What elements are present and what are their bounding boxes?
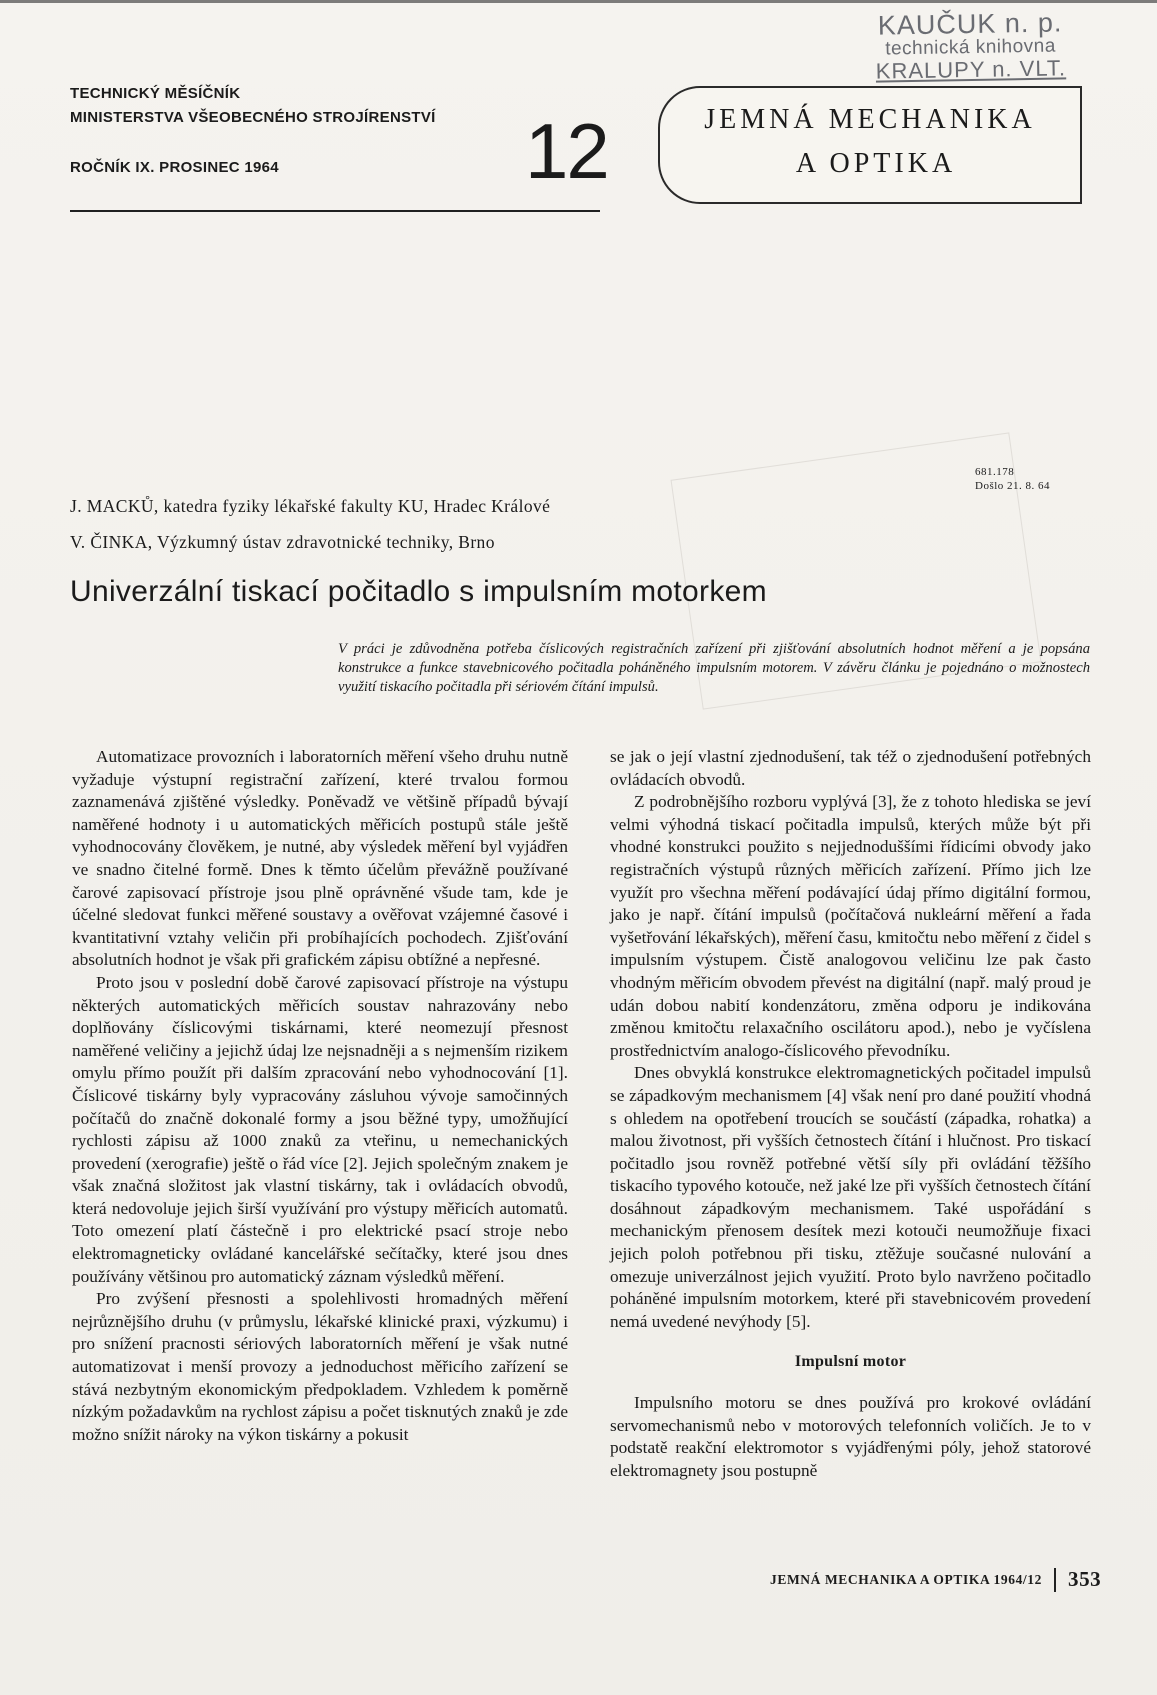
- classification-block: [975, 465, 1050, 493]
- page-number: 353: [1067, 1567, 1102, 1591]
- journal-title-box: [658, 86, 1082, 204]
- header-line-monthly: TECHNICKÝ MĚSÍČNÍK: [70, 85, 241, 102]
- section-heading: Impulsní motor: [794, 1353, 907, 1371]
- author-2: V. ČINKA, Výzkumný ústav zdravotnické techniky, Brno: [70, 532, 495, 552]
- stamp-line-1: KAUČUK n. p.: [877, 7, 1063, 41]
- header-line-volume: ROČNÍK IX. PROSINEC 1964: [70, 159, 279, 176]
- abstract: V práci je zdůvodněna potřeba číslicových registračních zařízení při zjišťování absolutních hodnot měření a je popsána konstrukce a funkce stavebnicového počitadla poháněného impulsním motorem. V závěru článku je pojednáno o možnostech využití tiskacího počitadla při sériovém čítání impulsů.: [338, 641, 1090, 695]
- right-column: [610, 746, 1091, 1482]
- paragraph: Automatizace provozních i laboratorních měření všeho druhu nutně vyžaduje výstupní registrační zařízení, které trvalou formou zaznamenává zjištěné výsledky. Poněvadž ve většině případů bývají naměřené hodnoty i u automatických měřicích postupů stále ještě vyhodnocovány člověkem, je nutné, aby výsledek měření byl vyjádřen ve snadno čitelné formě. Dnes k těmto účelům převážně používané čarové zapisovací přístroje jsou plně oprávněné všude tam, kde je účelné sledovat funkci měřené soustavy a ověřovat vzájemné časové i kvantitativní vztahy veličin při probíhajících pochodech. Zjišťování absolutních hodnot je však při grafickém zápisu obtížné a nepřesné.: [72, 747, 568, 970]
- footer-journal: JEMNÁ MECHANIKA A OPTIKA 1964/12: [770, 1571, 1042, 1587]
- publication-header: [70, 82, 520, 180]
- page-footer: [770, 1567, 1101, 1592]
- paragraph: Z podrobnějšího rozboru vyplývá [3], že z tohoto hlediska se jeví velmi výhodná tiskací počitadla impulsů, kterých může být při vhodné konstrukci použito s nejjednoduššími řídicími obvody jako registračních výstupů různých měřicích zařízení. Přímo jich lze využít pro všechna měření podávající údaj přímo digitální formou, jako je např. čítání impulsů (počítačová nukleární měření a řada vyšetřování lékařských), měření času, kmitočtu nebo měření z čidel s impulsním výstupem. Čistě analogovou veličinu lze pak často vhodným měřicím obvodem převést na digitální (např. malý proud je udán dobou nabití kondenzátoru, změna odporu je indikována změnou kmitočtu relaxačního oscilátoru apod.), nebo je vyčíslena prostřednictvím analogo-číslicového převodníku.: [610, 792, 1091, 1060]
- author-1: J. MACKŮ, katedra fyziky lékařské fakulty KU, Hradec Králové: [70, 496, 551, 516]
- paragraph: Pro zvýšení přesnosti a spolehlivosti hromadných měření nejrůznějšího druhu (v průmyslu, lékařské klinické praxi, výzkumu) i pro snížení pracnosti sériových laboratorních měření je však nutné automatizovat i menší provozy a jednoduchost měřicího zařízení se stává nezbytným ekonomickým předpokladem. Vzhledem k poměrně nízkým požadavkům na rychlost zápisu a počet tisknutých znaků je zde možno snížit nároky na výkon tiskárny a pokusit: [72, 1289, 568, 1444]
- paragraph: Impulsního motoru se dnes používá pro krokové ovládání servomechanismů nebo v motorových telefonních voličích. Je to v podstatě reakční elektromotor s vyjádřenými póly, jehož statorové elektromagnety jsou postupně: [610, 1393, 1091, 1480]
- authors: [70, 488, 550, 560]
- udc-code: 681.178: [975, 466, 1015, 478]
- issue-number: 12: [525, 107, 608, 195]
- paragraph: Dnes obvyklá konstrukce elektromagnetických počitadel impulsů se západkovým mechanismem [4] však není pro dané použití vhodná s ohledem na opotřebení troucích se součástí (západka, rohatka) a malou životnost, při vyšších četnostech čítání i hlučnost. Pro tiskací počitadlo jsou rovněž potřebné větší síly při ovládání těžšího tiskacího typového kotouče, než jaké lze při vyšších četnostech čítání dosáhnout západkovým mechanismem. Také uspořádání s mechanickým přenosem desítek mezi kotouči neumožňuje fixaci jejich poloh potřebnou při tisku, ztěžuje současné nulování a omezuje univerzálnost jejich využití. Proto bylo navrženo počitadlo poháněné impulsním motorkem, které při stavebnicovém provedení nemá uvedené nevýhody [5].: [610, 1063, 1091, 1331]
- journal-title-line-2: A OPTIKA: [795, 148, 957, 179]
- journal-title-line-1: JEMNÁ MECHANIKA: [704, 104, 1036, 135]
- paragraph: se jak o její vlastní zjednodušení, tak též o zjednodušení potřebných ovládacích obvodů.: [610, 747, 1091, 789]
- header-rule: [70, 210, 600, 212]
- stamp-line-3: KRALUPY n. VLT.: [875, 55, 1067, 84]
- library-stamp: [852, 8, 1088, 83]
- stamp-line-2: technická knihovna: [885, 35, 1057, 60]
- article-title: Univerzální tiskací počitadlo s impulsním motorkem: [70, 575, 767, 608]
- paragraph: Proto jsou v poslední době čarové zapisovací přístroje na výstupu některých automatických měřicích soustav nahrazovány nebo doplňovány číslicovými tiskárnami, které neomezují přesnost naměřené veličiny a jejichž údaj lze nejsnadněji a s nejmenším rizikem omylu přímo použít při dalším zpracování nebo vyhodnocování [1]. Číslicové tiskárny byly vypracovány zásluhou vývoje samočinných počítačů do značně dokonalé formy a jsou běžné typy, umožňující rychlosti zápisu až 1000 znaků za vteřinu, u nemechanických provedení (xerografie) ještě o řád více [2]. Jejich společným znakem je však značná složitost jak vlastní tiskárny, tak i ovládacích obvodů, která nedovoluje jejich širší využívání pro výstupy měřicích automatů. Toto omezení platí částečně i pro elektrické psací stroje nebo elektromagneticky ovládané kancelářské sečítačky, které jsou dnes používány většinou pro automatický záznam výsledků měření.: [72, 972, 568, 1286]
- left-column: [72, 746, 568, 1446]
- header-line-ministry: MINISTERSTVA VŠEOBECNÉHO STROJÍRENSTVÍ: [70, 109, 436, 126]
- scan-top-edge: [0, 0, 1157, 3]
- received-date: Došlo 21. 8. 64: [975, 480, 1051, 492]
- footer-divider: [1054, 1568, 1056, 1592]
